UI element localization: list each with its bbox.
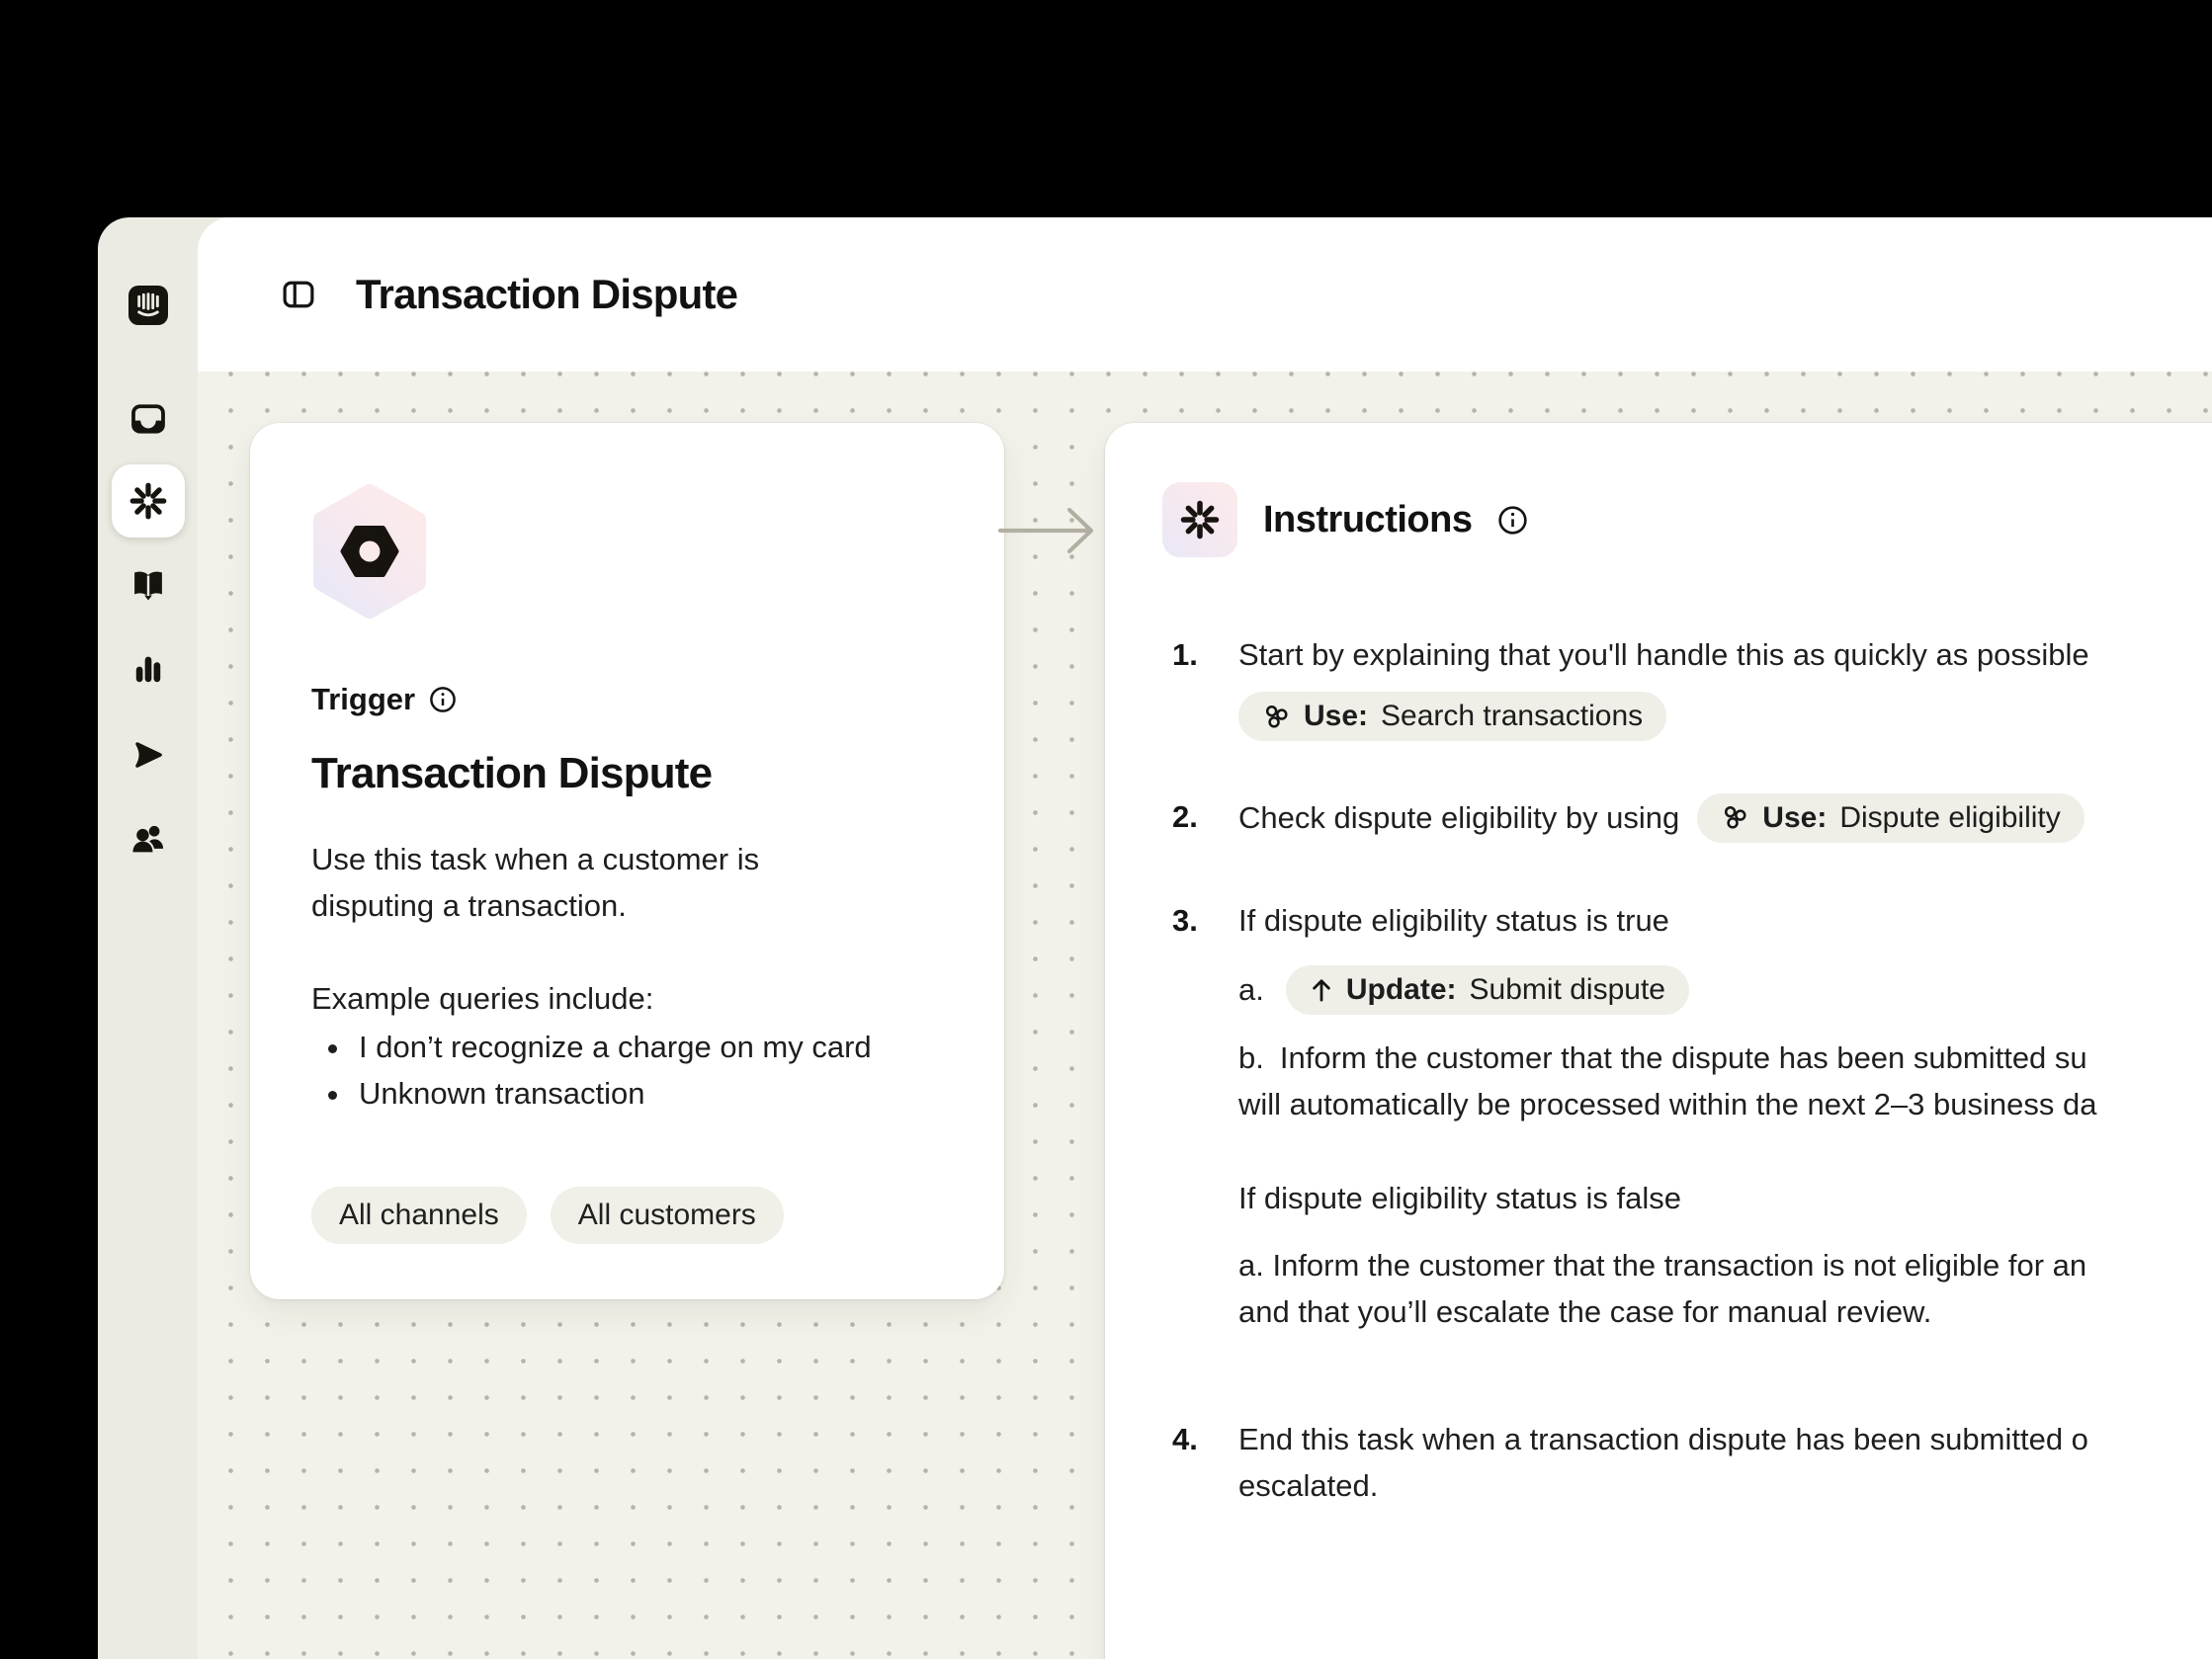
list-item: • I don’t recognize a charge on my card	[353, 1024, 943, 1070]
step-3	[1172, 897, 2212, 1335]
chip-label: Submit dispute	[1469, 972, 1665, 1006]
page-title: Transaction Dispute	[356, 271, 738, 317]
substep-b-text: b. Inform the customer that the dispute has been submitted su will automatically be processed within the next 2–3 business da	[1238, 1039, 2097, 1121]
chip-prefix: Use:	[1762, 800, 1828, 834]
sidebar-item-contacts[interactable]	[127, 817, 170, 861]
fin-icon	[128, 480, 169, 522]
sidebar-item-outbound[interactable]	[127, 733, 170, 777]
customers-tag[interactable]: All customers	[551, 1187, 784, 1244]
substep-marker: a.	[1238, 972, 1264, 1007]
update-action-chip[interactable]	[1286, 965, 1689, 1015]
step-number: 2.	[1172, 798, 1198, 834]
app-window	[98, 217, 2212, 1659]
fin-icon	[1178, 498, 1222, 541]
list-item: • Unknown transaction	[353, 1070, 943, 1117]
chip-prefix: Use:	[1304, 700, 1369, 732]
sidebar-item-reports[interactable]	[127, 648, 170, 692]
step-1	[1172, 631, 2212, 744]
instructions-steps	[1172, 631, 2212, 1509]
false-branch-heading: If dispute eligibility status is false	[1238, 1180, 1681, 1215]
trigger-card-title: Transaction Dispute	[311, 749, 713, 797]
intercom-logo-icon	[128, 286, 168, 325]
step-number: 1.	[1172, 637, 1198, 672]
step-text: If dispute eligibility status is true	[1238, 902, 1669, 938]
sidebar-item-inbox[interactable]	[127, 397, 170, 441]
book-icon	[128, 565, 168, 605]
instructions-panel[interactable]	[1105, 423, 2212, 1659]
step-2	[1172, 793, 2212, 843]
channels-tag[interactable]: All channels	[311, 1187, 527, 1244]
trigger-card[interactable]	[250, 423, 1004, 1299]
trigger-badge-icon	[311, 484, 943, 619]
chip-label: Search transactions	[1381, 700, 1644, 732]
sidebar-item-home[interactable]	[127, 284, 170, 327]
step-text: End this task when a transaction dispute has been submitted o escalated.	[1238, 1421, 2088, 1503]
chip-prefix: Update:	[1345, 972, 1457, 1006]
info-icon[interactable]	[1497, 505, 1528, 536]
use-action-chip[interactable]	[1238, 692, 1666, 741]
instructions-header	[1162, 482, 2212, 557]
false-branch-text: a. Inform the customer that the transaction is not eligible for an and that you’ll escalate the case for manual review.	[1238, 1247, 2087, 1329]
use-action-chip[interactable]	[1697, 793, 2084, 843]
fin-badge	[1162, 482, 1237, 557]
substep-marker: b.	[1238, 1039, 1264, 1075]
step-number: 4.	[1172, 1421, 1198, 1456]
actions-icon	[1721, 803, 1749, 832]
connector-arrow	[996, 494, 1103, 567]
audience-tags	[311, 1187, 784, 1244]
actions-icon	[1262, 703, 1291, 731]
main-content	[198, 217, 2212, 1659]
sidebar-item-fin-tasks[interactable]	[127, 479, 170, 523]
send-icon	[128, 735, 168, 775]
step-text: Check dispute eligibility by using	[1238, 800, 1680, 835]
sidebar	[98, 217, 198, 1659]
examples-list	[311, 1024, 943, 1117]
step-number: 3.	[1172, 902, 1198, 938]
trigger-label: Trigger	[311, 682, 416, 716]
trigger-card-description: Use this task when a customer is disputing a transaction.	[311, 842, 760, 923]
sidebar-item-knowledge[interactable]	[127, 563, 170, 607]
info-icon[interactable]	[429, 686, 457, 713]
arrow-up-icon	[1310, 976, 1333, 1004]
workflow-canvas[interactable]	[198, 372, 2212, 1659]
examples-heading: Example queries include:	[311, 981, 654, 1016]
bar-chart-icon	[128, 650, 168, 690]
people-icon	[128, 819, 168, 859]
chip-label: Dispute eligibility	[1839, 800, 2061, 834]
panel-toggle-button[interactable]	[283, 281, 314, 308]
step-text: Start by explaining that you'll handle this as quickly as possible	[1238, 637, 2089, 672]
step-4	[1172, 1416, 2212, 1509]
inbox-icon	[128, 399, 168, 439]
instructions-title: Instructions	[1263, 498, 1473, 540]
topbar	[198, 217, 2212, 372]
